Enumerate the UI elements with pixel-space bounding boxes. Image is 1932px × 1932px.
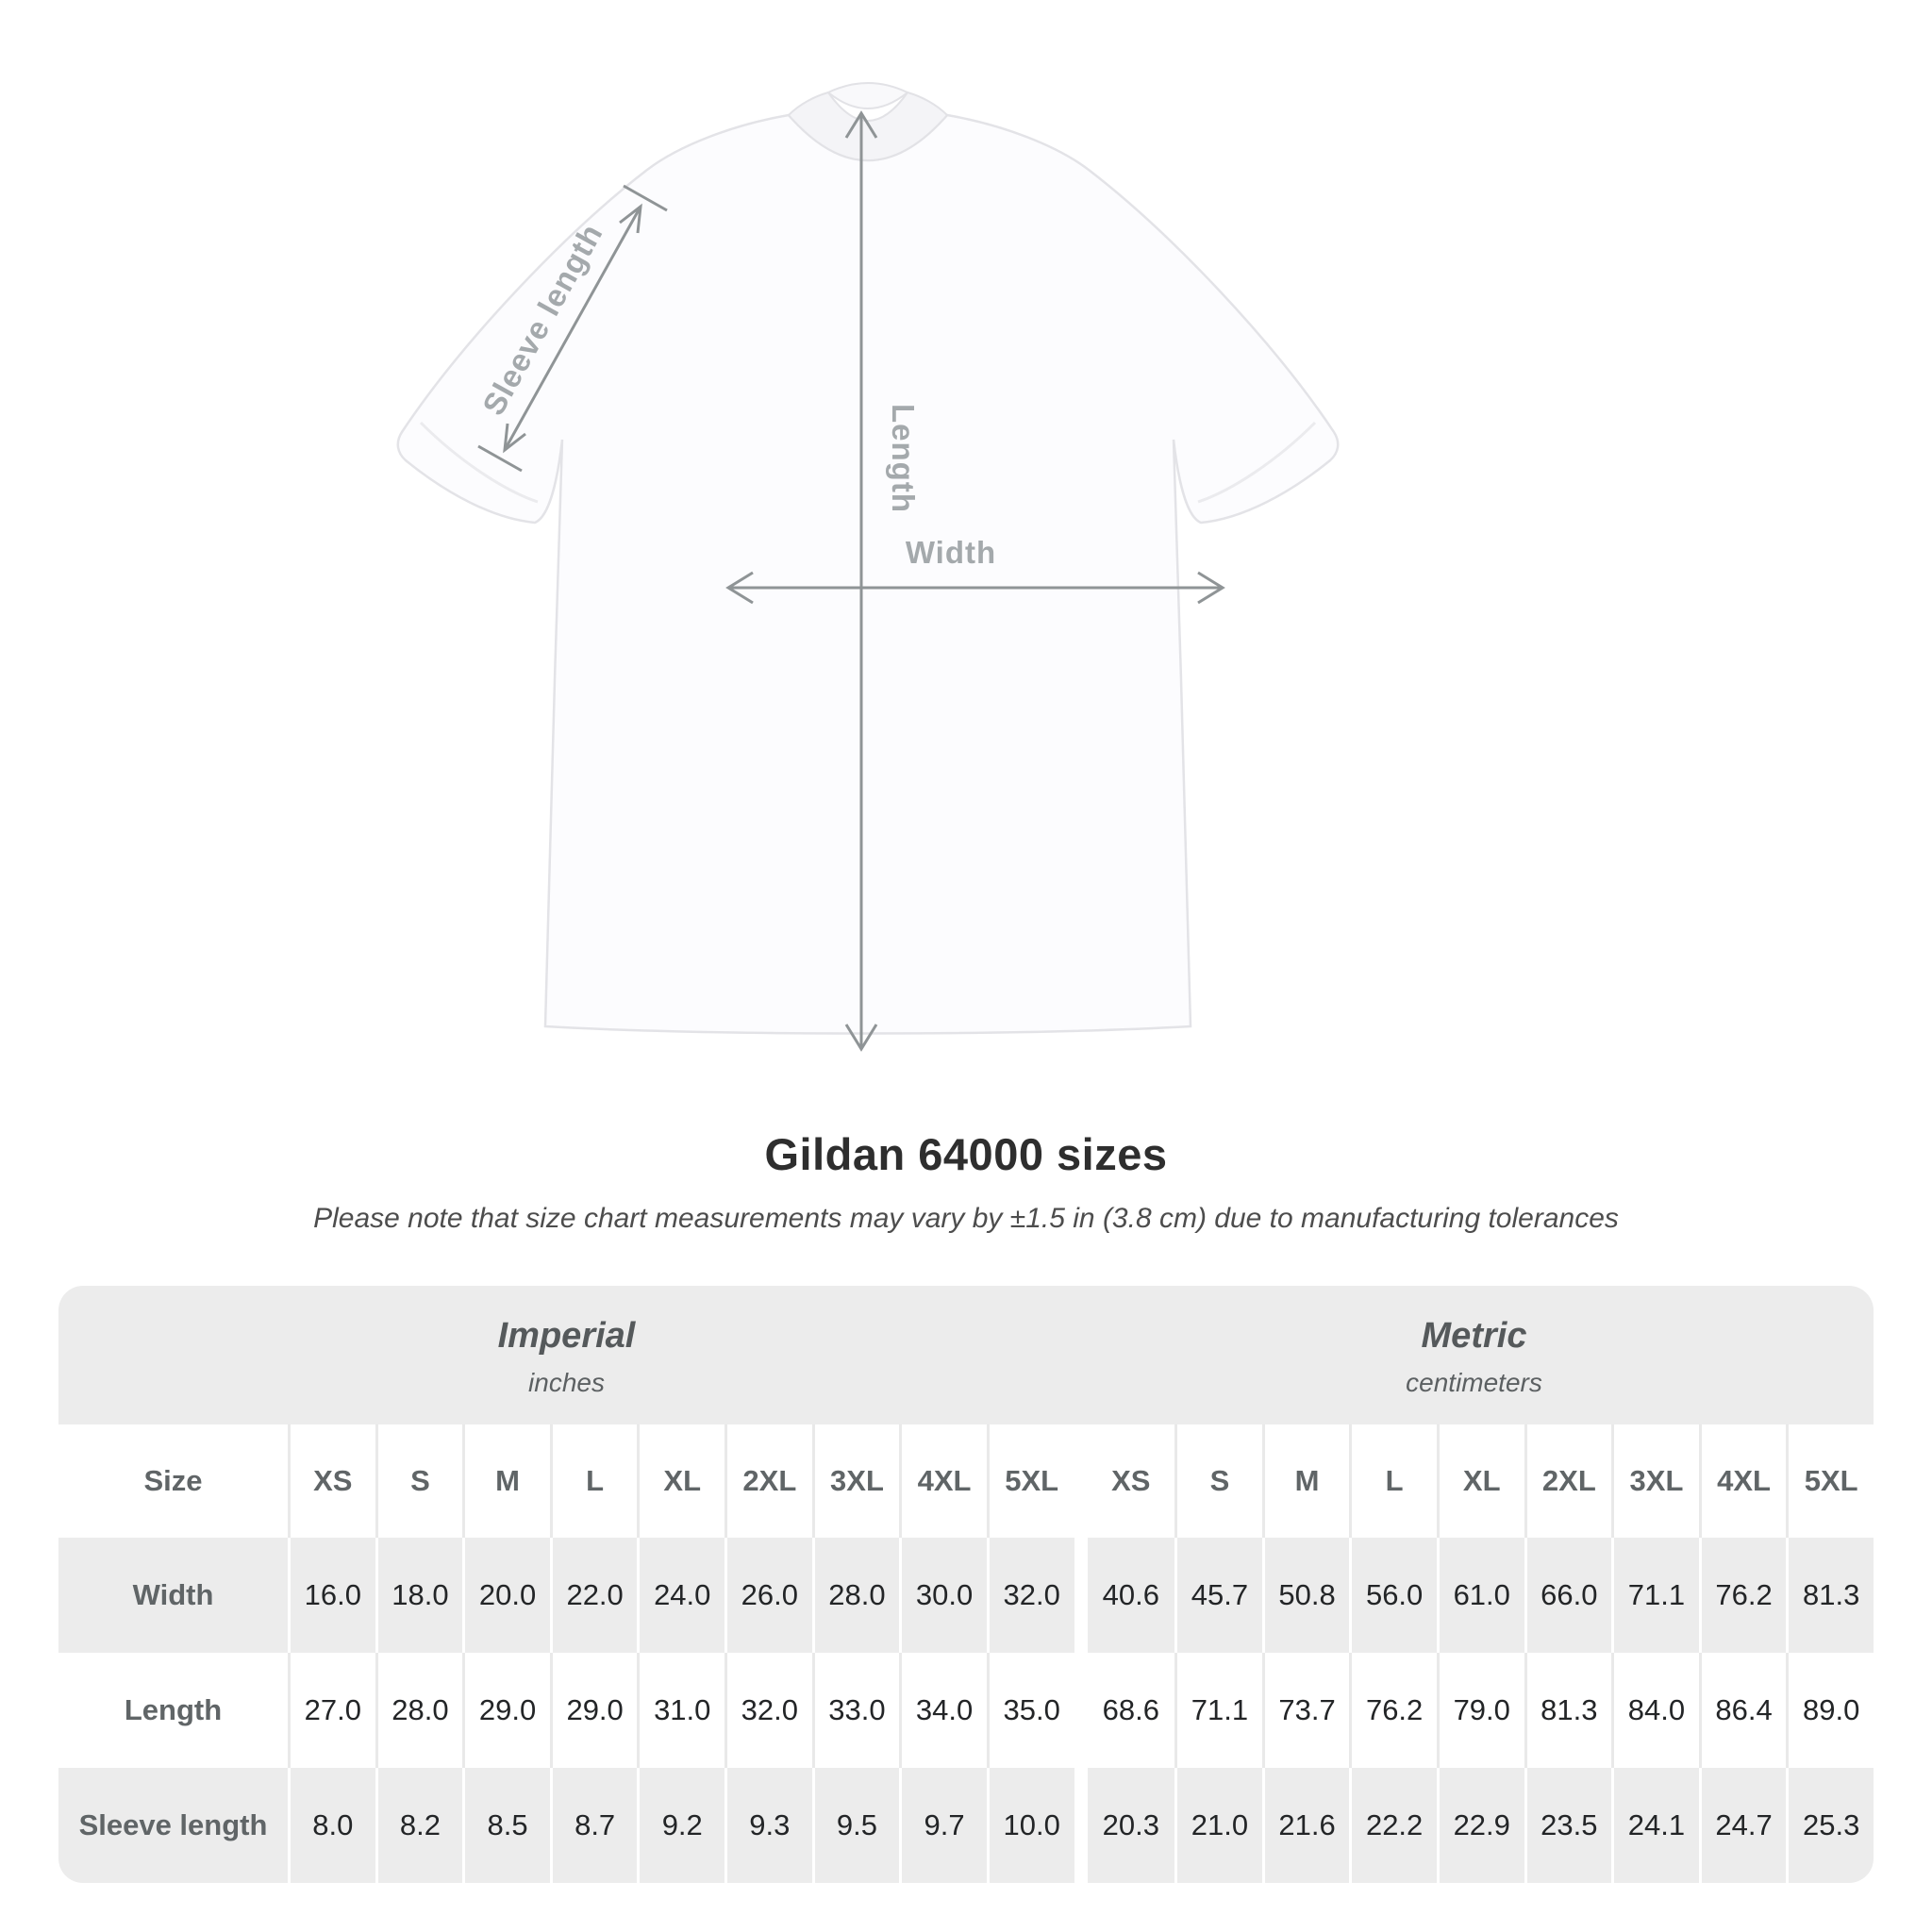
size-col-header: XS: [1111, 1464, 1151, 1497]
value-cell: 24.1: [1611, 1768, 1699, 1883]
value-cell: 20.3: [1088, 1768, 1175, 1883]
metric-unit: centimeters: [1406, 1368, 1542, 1397]
value-cell: 73.7: [1262, 1653, 1350, 1768]
value-cell: 34.0: [899, 1653, 987, 1768]
size-col-header: L: [1349, 1424, 1437, 1538]
unit-band: [58, 1286, 1874, 1424]
metric-section-header: [1074, 1312, 1874, 1398]
value-cell: 81.3: [1524, 1653, 1612, 1768]
section-gap: [1074, 1538, 1088, 1653]
size-col-header: XL: [637, 1424, 724, 1538]
value-cell: 66.0: [1524, 1538, 1612, 1653]
value-cell: 89.0: [1786, 1653, 1874, 1768]
value-cell: 71.1: [1611, 1538, 1699, 1653]
collar-back: [828, 83, 908, 108]
value-cell: 20.0: [462, 1538, 550, 1653]
value-cell: 30.0: [899, 1538, 987, 1653]
value-cell: 28.0: [812, 1538, 900, 1653]
value-cell: 50.8: [1262, 1538, 1350, 1653]
size-col-header: S: [1174, 1424, 1262, 1538]
value-cell: 32.0: [987, 1538, 1074, 1653]
size-col-header: 3XL: [1611, 1424, 1699, 1538]
size-table: [58, 1286, 1874, 1883]
value-cell: 76.2: [1349, 1653, 1437, 1768]
value-cell: 29.0: [462, 1653, 550, 1768]
value-cell: 79.0: [1437, 1653, 1524, 1768]
width-label: Width: [905, 535, 997, 570]
metric-title: Metric: [1421, 1316, 1527, 1356]
size-col-header: XL: [1437, 1424, 1524, 1538]
size-col-header: 2XL: [724, 1424, 812, 1538]
value-cell: 45.7: [1174, 1538, 1262, 1653]
value-cell: 8.5: [462, 1768, 550, 1883]
tshirt-outline: [398, 115, 1338, 1034]
page-title: Gildan 64000 sizes: [764, 1129, 1168, 1179]
section-gap: [1074, 1653, 1088, 1768]
size-header: Size: [143, 1464, 203, 1497]
size-col-header: 3XL: [812, 1424, 900, 1538]
size-col-header: S: [375, 1424, 463, 1538]
value-cell: 22.0: [550, 1538, 638, 1653]
tolerance-note: Please note that size chart measurements may vary by ±1.5 in (3.8 cm) due to manufacturing tolerances: [313, 1203, 1619, 1234]
value-cell: 9.7: [899, 1768, 987, 1883]
value-cell: 31.0: [637, 1653, 724, 1768]
value-cell: 76.2: [1699, 1538, 1787, 1653]
value-cell: 23.5: [1524, 1768, 1612, 1883]
size-col-header: M: [1262, 1424, 1350, 1538]
value-cell: 22.9: [1437, 1768, 1524, 1883]
row-label: Sleeve length: [58, 1768, 288, 1883]
title-block: [0, 1128, 1932, 1235]
value-cell: 10.0: [987, 1768, 1074, 1883]
table-row-length: [58, 1653, 1874, 1768]
sleeve-length-label: Sleeve length: [475, 217, 609, 422]
size-col-header: M: [462, 1424, 550, 1538]
size-col-header: 2XL: [1524, 1424, 1612, 1538]
size-col-header: 4XL: [899, 1424, 987, 1538]
value-cell: 26.0: [724, 1538, 812, 1653]
value-cell: 21.0: [1174, 1768, 1262, 1883]
value-cell: 18.0: [375, 1538, 463, 1653]
value-cell: 9.2: [637, 1768, 724, 1883]
size-col-header: 5XL: [1786, 1424, 1874, 1538]
value-cell: 81.3: [1786, 1538, 1874, 1653]
value-cell: 29.0: [550, 1653, 638, 1768]
value-cell: 8.0: [288, 1768, 375, 1883]
imperial-title: Imperial: [497, 1316, 636, 1356]
value-cell: 56.0: [1349, 1538, 1437, 1653]
imperial-section-header: [58, 1312, 1074, 1398]
value-cell: 84.0: [1611, 1653, 1699, 1768]
value-cell: 21.6: [1262, 1768, 1350, 1883]
section-gap: [1074, 1424, 1088, 1538]
row-label: Width: [58, 1538, 288, 1653]
section-gap: [1074, 1768, 1088, 1883]
value-cell: 8.2: [375, 1768, 463, 1883]
length-label: Length: [886, 404, 921, 513]
value-cell: 9.5: [812, 1768, 900, 1883]
size-col-header: 5XL: [987, 1424, 1074, 1538]
value-cell: 33.0: [812, 1653, 900, 1768]
value-cell: 27.0: [288, 1653, 375, 1768]
size-header-row: [58, 1424, 1874, 1538]
value-cell: 22.2: [1349, 1768, 1437, 1883]
value-cell: 25.3: [1786, 1768, 1874, 1883]
value-cell: 71.1: [1174, 1653, 1262, 1768]
imperial-unit: inches: [528, 1368, 605, 1397]
table-row-width: [58, 1538, 1874, 1653]
value-cell: 61.0: [1437, 1538, 1524, 1653]
value-cell: 86.4: [1699, 1653, 1787, 1768]
value-cell: 40.6: [1088, 1538, 1175, 1653]
value-cell: 24.7: [1699, 1768, 1787, 1883]
value-cell: 68.6: [1102, 1693, 1159, 1726]
size-col-header: XS: [288, 1424, 375, 1538]
value-cell: 16.0: [288, 1538, 375, 1653]
value-cell: 8.7: [550, 1768, 638, 1883]
table-row-sleeve-length: [58, 1768, 1874, 1883]
value-cell: 35.0: [987, 1653, 1074, 1768]
value-cell: 28.0: [375, 1653, 463, 1768]
size-col-header: 4XL: [1699, 1424, 1787, 1538]
value-cell: 9.3: [724, 1768, 812, 1883]
value-cell: 24.0: [637, 1538, 724, 1653]
size-col-header: L: [550, 1424, 638, 1538]
row-label: Length: [124, 1693, 223, 1726]
value-cell: 32.0: [724, 1653, 812, 1768]
